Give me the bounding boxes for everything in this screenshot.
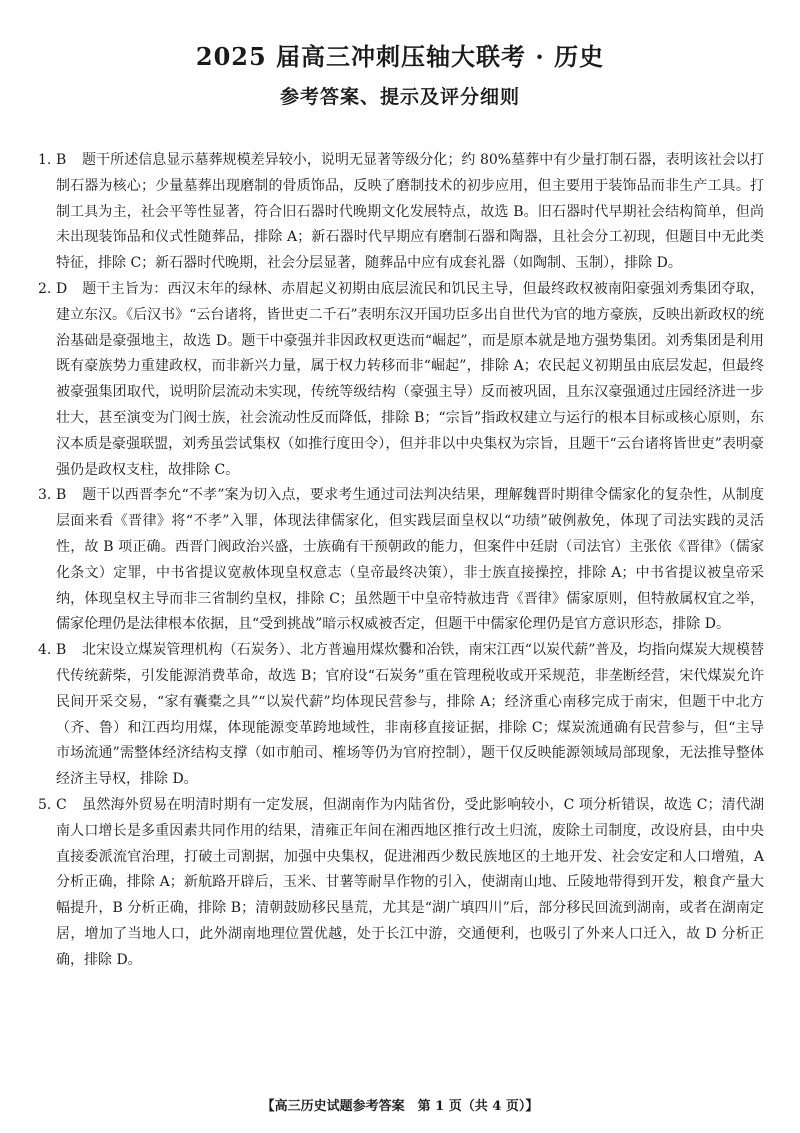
item-explanation: 北宋设立煤炭管理机构（石炭务）、北方普遍用煤炊爨和冶铁，南宋江西“以炭代薪”普及，均指向煤炭大规模替代传统薪柴，引发能源消费革命，故选 B；官府设“石炭务”重在管理税收或开采规范，非垄断经营，宋代煤炭允许民间开采交易，“家有囊橐之具”“以炭代薪”均体现民营参与，排除 A；经济重心南移完成于南宋，但题干中北方（齐、鲁）和江西均用煤，体现能源变革跨地域性，非南移直接证据，排除 C；煤炭流通确有民营参与，但“主导市场流通”需整体经济结构支撑（如市舶司、榷场等仍为官府控制），题干仅反映能源领域局部现象，无法推导整体经济主导权，排除 D。 [56,642,764,788]
item-number: 3. [38,487,52,504]
answer-item-3 [38,483,764,638]
page-footer: 【高三历史试题参考答案 第 1 页（共 4 页）】 [261,1099,539,1114]
item-answer: B [56,152,67,168]
item-number: 1. [38,152,52,168]
item-explanation: 题干主旨为：西汉末年的绿林、赤眉起义初期由底层流民和饥民主导，但最终政权被南阳豪强刘秀集团夺取，建立东汉。《后汉书》“云台诸将，皆世吏二千石”表明东汉开国功臣多出自世代为官的地方豪族，反映出新政权的统治基础是豪强地主，故选 D。题干中豪强并非因政权更迭而“崛起”，而是原本就是地方强势集团。刘秀集团是利用既有豪族势力重建政权，而非新兴力量，属于权力转移而非“崛起”，排除 A；农民起义初期虽由底层发起，但最终被豪强集团取代，说明阶层流动未实现，传统等级结构（豪强主导）反而被巩固，且东汉豪强通过庄园经济进一步壮大，甚至演变为门阀士族，社会流动性反而降低，排除 B；“宗旨”指政权建立与运行的根本目标或核心原则，东汉本质是豪强联盟，刘秀虽尝试集权（如推行度田令），但并非以中央集权为宗旨，且题干“云台诸将皆世吏”表明豪强仍是政权支柱，故排除 C。 [56,280,764,478]
item-explanation: 虽然海外贸易在明清时期有一定发展，但湖南作为内陆省份，受此影响较小，C 项分析错误，故选 C；清代湖南人口增长是多重因素共同作用的结果，清雍正年间在湘西地区推行改土归流，废除土司制度，改设府县，由中央直接委派流官治理，打破土司割据，加强中央集权，促进湘西少数民族地区的土地开发、社会安定和人口增殖，A 分析正确，排除 A；新航路开辟后，玉米、甘薯等耐旱作物的引入，使湖南山地、丘陵地带得到开发，粮食产量大幅提升，B 分析正确，排除 B；清朝鼓励移民垦荒，尤其是“湖广填四川”后，部分移民回流到湖南，或者在湖南定居，增加了当地人口，此外湖南地理位置优越，处于长江中游，交通便利，也吸引了外来人口迁入，故 D 分析正确，排除 D。 [56,796,764,968]
item-answer: B [56,642,67,659]
answer-item-4 [38,638,764,793]
item-answer: B [56,487,67,504]
item-answer: C [56,796,67,813]
answer-item-1 [38,148,764,277]
item-number: 2. [38,280,52,297]
item-number: 4. [38,642,52,659]
answer-item-2 [38,277,764,483]
item-number: 5. [38,796,52,813]
answer-list [38,148,764,974]
item-explanation: 题干以西晋李允“不孝”案为切入点，要求考生通过司法判决结果，理解魏晋时期律令儒家化的复杂性，从制度层面来看《晋律》将“不孝”入罪，体现法律儒家化，但实践层面皇权以“功绩”破例赦免，体现了司法实践的灵活性，故 B 项正确。西晋门阀政治兴盛，士族确有干预朝政的能力，但案件中廷尉（司法官）主张依《晋律》（儒家化条文）定罪，中书省提议宽赦体现皇权意志（皇帝最终决策），非士族直接操控，排除 A；中书省提议被皇帝采纳，体现皇权主导而非三省制约皇权，排除 C；虽然题干中皇帝特赦违背《晋律》儒家原则，但特赦属权宜之举，儒家伦理仍是法律根本依据，且“受到挑战”暗示权威被否定，但题干中儒家伦理仍是官方意识形态，排除 D。 [56,487,764,633]
page-title: 2025 届高三冲刺压轴大联考 · 历史 [195,42,605,71]
page-subtitle: 参考答案、提示及评分细则 [279,86,520,108]
item-answer: D [56,280,68,297]
item-explanation: 题干所述信息显示墓葬规模差异较小，说明无显著等级分化；约 80%墓葬中有少量打制石器，表明该社会以打制石器为核心；少量墓葬出现磨制的骨质饰品，反映了磨制技术的初步应用，但主要用于装饰品而非生产工具。打制工具为主，社会平等性显著，符合旧石器时代晚期文化发展特点，故选 B。旧石器时代早期社会结构简单，但尚未出现装饰品和仪式性随葬品，排除 A；新石器时代早期应有磨制石器和陶器，且社会分工初现，但题目中无此类特征，排除 C；新石器时代晚期，社会分层显著，随葬品中应有成套礼器（如陶制、玉制），排除 D。 [56,152,764,272]
answer-item-5 [38,793,764,974]
